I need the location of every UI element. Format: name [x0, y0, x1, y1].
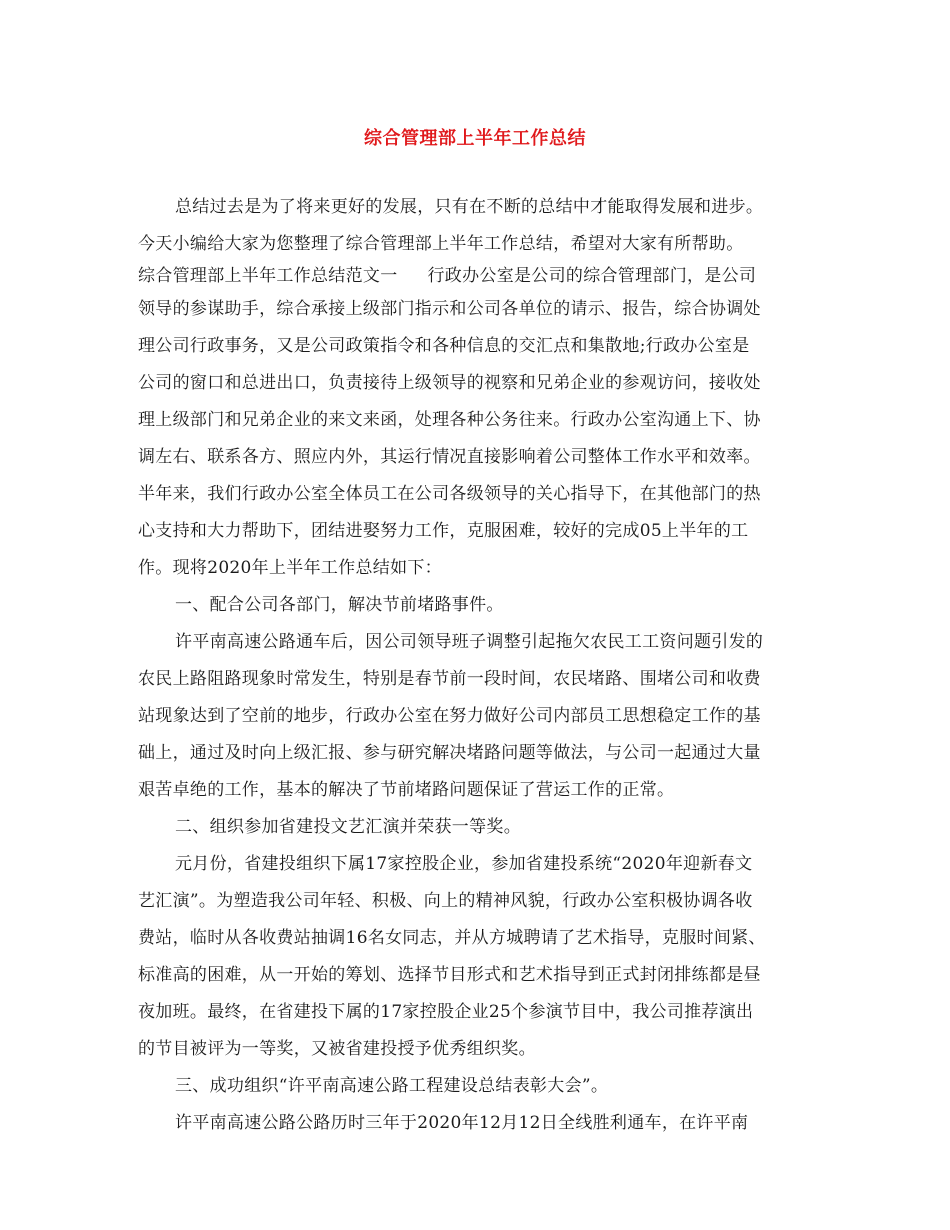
paragraph-line: 许平南高速公路公路历时三年于2020年12月12日全线胜利通车，在许平南: [175, 1113, 749, 1133]
section-heading: 综合管理部上半年工作总结范文一: [138, 266, 398, 286]
paragraph-line: 公司的窗口和总进出口，负责接待上级领导的视察和兄弟企业的参观访问，接收处: [138, 373, 761, 393]
paragraph-line: 总结过去是为了将来更好的发展，只有在不断的总结中才能取得发展和进步。: [175, 197, 764, 217]
paragraph-line: 艰苦卓绝的工作，基本的解决了节前堵路问题保证了营运工作的正常。: [138, 780, 675, 800]
paragraph-line: 标准高的困难，从一开始的筹划、选择节目形式和艺术指导到正式封闭排练都是昼: [138, 965, 761, 985]
paragraph-line: 站现象达到了空前的地步，行政办公室在努力做好公司内部员工思想稳定工作的基: [138, 706, 761, 726]
section-heading: 二、组织参加省建投文艺汇演并荣获一等奖。: [175, 817, 521, 837]
paragraph-line: 今天小编给大家为您整理了综合管理部上半年工作总结，希望对大家有所帮助。: [138, 234, 744, 254]
paragraph-line: 的节目被评为一等奖，又被省建投授予优秀组织奖。: [138, 1039, 536, 1059]
paragraph-line: 作。现将2020年上半年工作总结如下：: [138, 558, 442, 578]
paragraph-line: 领导的参谋助手，综合承接上级部门指示和公司各单位的请示、报告，综合协调处: [138, 299, 761, 319]
paragraph-text: 行政办公室是公司的综合管理部门，是公司: [427, 266, 757, 286]
paragraph-line: 夜加班。最终，在省建投下属的17家控股企业25个参演节目中，我公司推荐演出: [138, 1002, 754, 1022]
paragraph-line: 心支持和大力帮助下，团结进娶努力工作，克服困难，较好的完成05上半年的工: [138, 521, 749, 541]
paragraph-line: [138, 265, 838, 287]
paragraph-line: 许平南高速公路通车后，因公司领导班子调整引起拖欠农民工工资问题引发的: [175, 632, 764, 652]
section-heading: 一、配合公司各部门，解决节前堵路事件。: [175, 595, 504, 615]
paragraph-line: 半年来，我们行政办公室全体员工在公司各级领导的关心指导下，在其他部门的热: [138, 484, 761, 504]
paragraph-line: 础上，通过及时向上级汇报、参与研究解决堵路问题等做法，与公司一起通过大量: [138, 743, 761, 763]
document-title: 综合管理部上半年工作总结: [364, 128, 586, 149]
paragraph-line: 理公司行政事务，又是公司政策指令和各种信息的交汇点和集散地;行政办公室是: [138, 336, 750, 356]
paragraph-line: 费站，临时从各收费站抽调16名女同志，并从方城聘请了艺术指导，克服时间紧、: [138, 928, 766, 948]
paragraph-line: 理上级部门和兄弟企业的来文来函，处理各种公务往来。行政办公室沟通上下、协: [138, 410, 761, 430]
paragraph-line: 元月份，省建投组织下属17家控股企业，参加省建投系统“2020年迎新春文: [175, 854, 753, 874]
paragraph-line: 农民上路阻路现象时常发生，特别是春节前一段时间，农民堵路、围堵公司和收费: [138, 669, 761, 689]
paragraph-line: 调左右、联系各方、照应内外，其运行情况直接影响着公司整体工作水平和效率。: [138, 447, 761, 467]
paragraph-line: 艺汇演”。为塑造我公司年轻、积极、向上的精神风貌，行政办公室积极协调各收: [138, 891, 753, 911]
section-heading: 三、成功组织“许平南高速公路工程建设总结表彰大会”。: [175, 1076, 609, 1096]
